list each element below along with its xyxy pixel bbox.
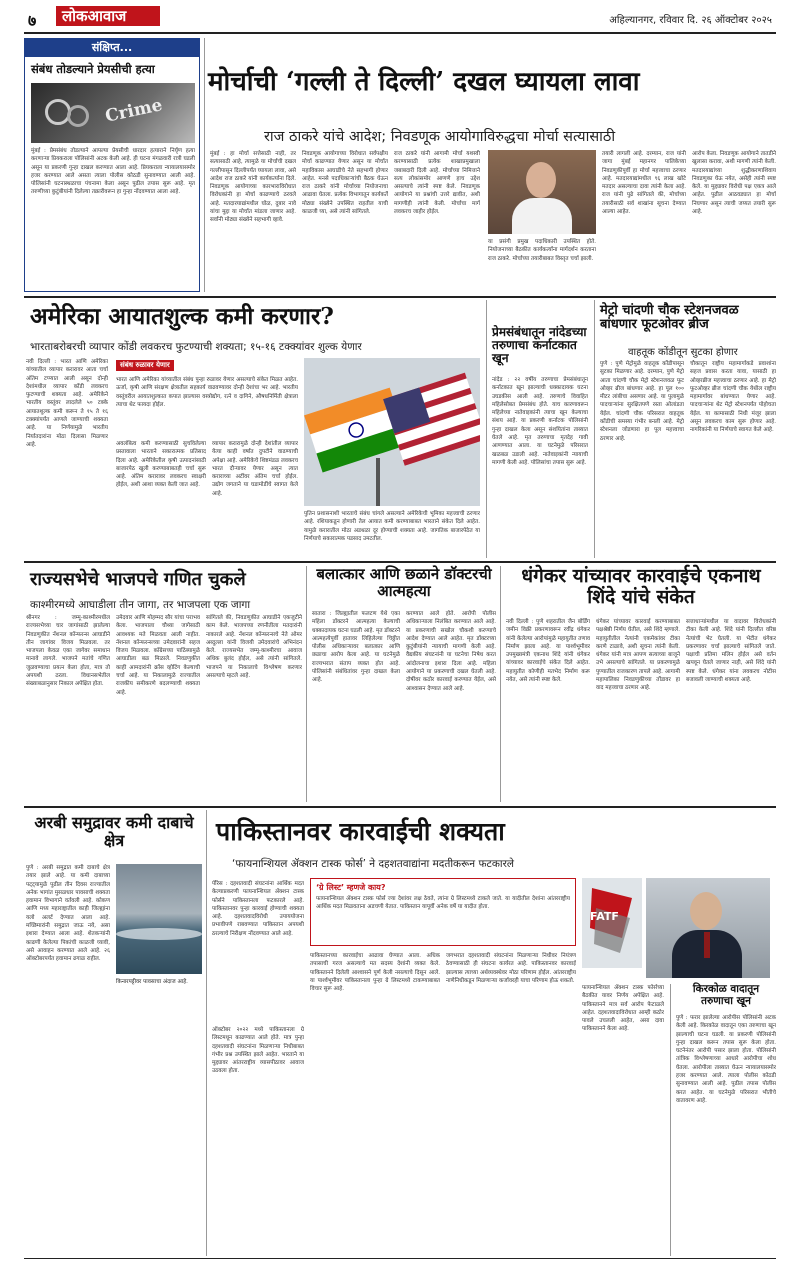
fatf-logo-icon — [582, 878, 642, 968]
grey-list-title: ‘ग्रे लिस्ट’ म्हणजे काय? — [316, 883, 386, 892]
usa-flags-photo — [304, 358, 480, 506]
section-rule-3 — [24, 806, 776, 808]
lead-caption: या प्रसंगी प्रमुख पदाधिकारी उपस्थित होते. नियोजनाच्या बैठकीत कार्यकर्त्यांना मार्गदर्शन करताना राज ठाकरे. मोर्चाच्या तयारीबाबत विस्तृत चर्चा झाली. — [488, 239, 596, 262]
usa-tag: संबंध रुळावर येणार — [116, 360, 174, 371]
pakistan-subhead: ‘फायनान्शियल ॲक्शन टास्क फोर्स’ ने दहशतवाद्यांना मदतीकरून फटकारले — [232, 858, 515, 870]
brief-crime-image — [31, 83, 195, 143]
person-head — [690, 892, 722, 930]
usa-col5: पुतिन प्रशासनाशी भारताचे संबंध चांगले असल्याने अमेरिकेची भूमिका महत्त्वाची ठरणार आहे. रशियाकडून होणारी तेल आयात कमी करण्याबाबत भारताने संकेत दिले आहेत. यामुळे करारातील मोठा अडथळा दूर होण्याची शक्यता आहे. जागतिक बाजारपेठेत या निर्णयाचे सकारात्मक पडसाद उमटतील. — [304, 511, 480, 542]
section-rule-2 — [24, 561, 776, 563]
sea-caption: किनारपट्टीवर पावसाचा अंदाज आहे. — [116, 979, 188, 985]
rajyasabha-subhead: काश्मीरमध्ये आघाडीला तीन जागा, तर भाजपला एक जागा — [30, 599, 251, 611]
dhangekar-col2: धंगेकर यांच्यावर कारवाई करण्याबाबत पक्षश्रेष्ठी निर्णय घेतील, असे शिंदे म्हणाले. महायुतीतील नेत्यांनी एकमेकांवर टीका करणे टाळावे, अशी सूचना त्यांनी केली. धंगेकर यांनी मात्र आपण सत्याच्या बाजूने उभे असल्याचे सांगितले. या प्रकरणामुळे पुण्यातील राजकारण तापले आहे. आगामी महापालिका निवडणुकीच्या तोंडावर हा वाद महत्त्वाचा ठरणार आहे. — [596, 619, 680, 692]
rajyasabha-vrule — [306, 566, 307, 802]
lead-subhead: राज ठाकरे यांचे आदेश; निवडणूक आयोगाविरुद्धचा मोर्चा सत्यासाठी — [264, 129, 616, 145]
brief-label: संक्षिप्त... — [25, 39, 199, 57]
nanded-vrule — [594, 300, 595, 558]
usa-col3: अवलंबित्व कमी करण्यासाठी सुचविलेल्या प्रस्तावाला भारताने सकारात्मक प्रतिसाद दिला आहे. अमेरिकेतील कृषी उत्पादनांसाठी बाजारपेठ खुली करण्याबाबतही चर्चा सुरू आहे. अंतिम करारावर लवकरच स्वाक्षरी होईल, अशी आशा व्यक्त केली जात आहे. — [116, 441, 206, 489]
handcuff-icon-2 — [67, 105, 89, 127]
rajyasabha-headline: राज्यसभेचे भाजपचे गणित चुकले — [30, 569, 246, 590]
nanded-body: नांदेड : २२ वर्षीय तरुणाचा प्रेमसंबंधातून कर्नाटकात खून झाल्याची धक्कादायक घटना उघडकीस आली आहे. तरुणाचे विवाहित महिलेसोबत प्रेमसंबंध होते. याच कारणावरून महिलेच्या नातेवाइकांनी त्याचा खून केल्याचा संशय आहे. या प्रकरणी कर्नाटक पोलिसांनी गुन्हा दाखल केला असून संशयितांना ताब्यात घेतले आहे. मृत तरुणाचा मृतदेह गावी आणण्यात आला. या घटनेमुळे परिसरात खळबळ उडाली आहे. नातेवाइकांनी न्यायाची मागणी केली आहे. पोलिसांचा तपास सुरू आहे. — [492, 377, 588, 466]
kirkol-headline: किरकोळ वादातून तरुणाचा खून — [692, 983, 760, 1007]
person-head — [526, 162, 556, 198]
pakistan-col5: फायनान्शियल ॲक्शन टास्क फोर्सच्या बैठकीत यावर निर्णय अपेक्षित आहे. पाकिस्तानने मात्र सर्व आरोप फेटाळले आहेत. दहशतवादाविरोधात आम्ही कठोर पावले उचलली आहेत, असा दावा पाकिस्तानने केला आहे. — [582, 985, 664, 1033]
section-rule-1 — [24, 296, 776, 298]
usa-col1: नवी दिल्ली : भारत आणि अमेरिका यांच्यातील व्यापार करारावर आता चर्चा अंतिम टप्प्यात आली असून दोन्ही देशांमधील व्यापार कोंडी लवकरच फुटण्याची शक्यता आहे. अमेरिकेने भारतीय वस्तूंवर लादलेले ५० टक्के आयातशुल्क कमी करून ते १५ ते १६ टक्क्यांपर्यंत आणले जाण्याची शक्यता आहे. या निर्णयामुळे भारतीय निर्यातदारांना मोठा दिलासा मिळणार आहे. — [26, 359, 108, 448]
fatf-photo — [582, 878, 642, 968]
pakistan-headline: पाकिस्तानवर कारवाईची शक्यता — [216, 817, 505, 846]
flags-illustration — [304, 358, 480, 506]
metro-col1: पुणे : पुणे मेट्रोमुळे वाहतूक कोंडीपासून सुटका मिळणार आहे. दरम्यान, पुणे मेट्रो आता चांदणी चौक मेट्रो स्टेशनजवळ फूट ओव्हर ब्रीज बांधणार आहे. हा पूल १०० मीटर लांबीचा असणार आहे. या पुलामुळे पादचाऱ्यांना सुरक्षितपणे रस्ता ओलांडता येईल. चांदणी चौक परिसरात वाहतूक कोंडीची समस्या गंभीर बनली आहे. मेट्रो स्टेशनला जोडणारा हा पूल महत्त्वाचा ठरणार आहे. — [600, 361, 684, 442]
lead-col1: मुंबई : हा मोर्चा सत्तेसाठी नाही, तर सत्यासाठी आहे, त्यामुळे या मोर्चाची दखल गल्लीपासून दिल्लीपर्यंत घ्यायला लावा, असे आदेश राज ठाकरे यांनी कार्यकर्त्यांना दिले. निवडणूक आयोगाच्या कारभाराविरोधात विरोधकांनी हा मोर्चा काढण्याचे ठरवले आहे. मतदारयाद्यांमधील घोळ, दुबार नावे यांचा मुद्दा या मोर्चात मांडला जाणार आहे. सर्वांनी मोठ्या संख्येने सहभागी व्हावे. — [210, 151, 296, 224]
lead-col5: तयारी लागली आहे. दरम्यान, राज यांनी जागा मुंबई महानगर पालिकेच्या निवडणुकीपूर्वी हा मोर्चा महत्त्वाचा ठरणार आहे. मतदारयाद्यांमधील ९६ लाख खोटे मतदार असल्याचा दावा त्यांनी केला आहे. राज यांनी पुढे सांगितले की, मोर्चाच्या तयारीसाठी सर्व शाखांना सूचना देण्यात आल्या आहेत. — [602, 151, 686, 216]
page-number: ७ — [28, 11, 37, 30]
dhangekar-col3: सत्ताधाऱ्यांमधील या वादावर विरोधकांनी टीका केली आहे. शिंदे यांनी दिल्लीत वरिष्ठ नेत्यांची भेट घेतली. या भेटीत धंगेकर प्रकरणावर चर्चा झाल्याचे सांगितले जाते. पक्षाची प्रतिमा मलिन होईल असे वर्तन खपवून घेतले जाणार नाही, असे शिंदे यांनी स्पष्ट केले. धंगेकर यांना लवकरच नोटीस बजावली जाण्याची शक्यता आहे. — [686, 619, 776, 684]
doctor-headline: बलात्कार आणि छळाने डॉक्टरची आत्महत्या — [316, 565, 492, 600]
masthead — [0, 0, 800, 34]
sharif-photo — [646, 878, 770, 978]
doctor-vrule — [500, 566, 501, 802]
pakistan-col1: पॅरिस : दहशतवादी संघटनांना आर्थिक मदत केल्याप्रकरणी फायनान्शियल ॲक्शन टास्क फोर्सने पाकिस्तानला फटकारले आहे. पाकिस्तानवर पुन्हा कारवाई होण्याची शक्यता आहे. दहशतवादविरोधी उपाययोजना प्रभावीपणे राबवण्यात पाकिस्तान अपयशी ठरल्याचे निरीक्षण नोंदवण्यात आले आहे. — [212, 881, 304, 937]
wave-shape — [116, 928, 202, 940]
rajyasabha-col3: सांगितले की, निवडणुकीत आघाडीने एकजुटीने काम केले. भाजपच्या रणनीतीला मतदारांनी नाकारले आहे. नॅशनल कॉन्फरन्सचे नेते ओमर अब्दुल्ला यांनी विजयी उमेदवारांचे अभिनंदन केले. राज्यसभेत जम्मू-काश्मीरचा आवाज अधिक बुलंद होईल, असे त्यांनी सांगितले. भाजपने या निकालाचे विश्लेषण करणार असल्याचे म्हटले आहे. — [206, 615, 302, 680]
fatf-logo-text: FATF — [590, 910, 619, 923]
lead-col3: राज ठाकरे यांनी आगामी मोर्चा यशस्वी करण्यासाठी प्रत्येक शाखाप्रमुखाला जबाबदारी दिली आहे. मोर्चाच्या निमित्ताने सत्य लोकांसमोर आणणे हाच उद्देश असल्याचे त्यांनी स्पष्ट केले. निवडणूक आयोगाने या प्रश्नांची उत्तरे द्यावीत, अशी मागणीही त्यांनी केली. मोर्चाचा मार्ग लवकरच जाहीर होईल. — [394, 151, 480, 216]
metro-subhead: वाहतूक कोंडीतून सुटका होणार — [628, 347, 738, 358]
metro-col2: चौकातून राष्ट्रीय महामार्गाकडे प्रवाशांना सहज प्रवास करता यावा, यासाठी हा ओव्हरब्रीज महत्त्वाचा ठरणार आहे. हा मेट्रो फूटओव्हर ब्रीज चांदणी चौक येथील राष्ट्रीय महामार्गावर बांधण्यात येणार आहे. पादचाऱ्यांना थेट मेट्रो स्टेशनपर्यंत पोहोचता येईल. या कामासाठी निधी मंजूर झाला असून लवकरच काम सुरू होणार आहे. नागरिकांनी या निर्णयाचे स्वागत केले आहे. — [690, 361, 776, 434]
dateline: अहिल्यानगर, रविवार दि. २६ ऑक्टोबर २०२५ — [609, 15, 772, 26]
pakistan-col2: ऑक्टोबर २०२२ मध्ये पाकिस्तानला ग्रे लिस्टमधून काढण्यात आले होते. मात्र पुन्हा दहशतवादी संघटनांना मिळणाऱ्या निधीबाबत गंभीर प्रश्न उपस्थित झाले आहेत. भारताने या मुद्द्यावर आंतरराष्ट्रीय व्यासपीठावर आवाज उठवला होता. — [212, 1027, 304, 1075]
person-body — [512, 198, 572, 234]
kirkol-vrule — [670, 984, 671, 1256]
usa-vrule — [486, 300, 487, 558]
tie — [704, 932, 710, 958]
nanded-headline: प्रेमसंबंधातून नांदेडच्या तरुणाचा कर्नाटकात खून — [492, 325, 587, 366]
bottom-rule — [24, 1258, 776, 1259]
brief-headline: संबंध तोडल्याने प्रेयसीची हत्या — [31, 62, 155, 76]
lead-vrule — [204, 38, 205, 292]
sea-photo — [116, 864, 202, 974]
pakistan-col4: जगभरात दहशतवादी संघटनांना मिळणाऱ्या निधीवर नियंत्रण ठेवण्यासाठी ही संघटना कार्यरत आहे. पाकिस्तानवर कारवाई झाल्यास त्याच्या अर्थव्यवस्थेवर मोठा परिणाम होईल. आंतरराष्ट्रीय नाणेनिधीकडून मिळणाऱ्या कर्जावरही याचा परिणाम होऊ शकतो. — [446, 953, 576, 984]
sea-vrule — [206, 810, 207, 1256]
grey-list-body: फायनान्शियल ॲक्शन टास्क फोर्स ज्या देशांवर लक्ष ठेवते, त्यांना ग्रे लिस्टमध्ये टाकले जाते. या यादीतील देशांना आंतरराष्ट्रीय आर्थिक मदत मिळवताना अडचणी येतात. पाकिस्तान यापूर्वी अनेक वर्षे या यादीत होता. — [316, 896, 570, 911]
doctor-col1: सातारा : जिल्ह्यातील फलटण येथे एका महिला डॉक्टरने आत्महत्या केल्याची धक्कादायक घटना घडली आहे. मृत डॉक्टरने आत्महत्येपूर्वी हातावर लिहिलेल्या चिठ्ठीत पोलीस अधिकाऱ्यावर बलात्कार आणि छळाचा आरोप केला आहे. या घटनेमुळे राज्यभरात संताप व्यक्त होत आहे. पोलिसांनी संबंधितांवर गुन्हा दाखल केला आहे. — [312, 611, 400, 684]
crime-text: Crime — [103, 95, 165, 127]
kirkol-body: पुणे : फरार झालेल्या आरोपीस पोलिसांनी अटक केली आहे. किरकोळ वादातून एका तरुणाचा खून झाल्याची घटना घडली. या प्रकरणी पोलिसांनी गुन्हा दाखल करून तपास सुरू केला होता. घटनेनंतर आरोपी पसार झाला होता. पोलिसांनी तांत्रिक विश्लेषणाच्या आधारे आरोपीचा शोध घेतला. आरोपीला ताब्यात घेऊन न्यायालयासमोर हजर करण्यात आले. त्याला पोलीस कोठडी सुनावण्यात आली आहे. पुढील तपास पोलीस करत आहेत. या घटनेमुळे परिसरात भीतीचे वातावरण आहे. — [676, 1015, 776, 1104]
dhangekar-col1: नवी दिल्ली : पुणे शहरातील जैन बोर्डिंग जमीन विक्री प्रकरणावरून रवींद्र धंगेकर यांनी केलेल्या आरोपांमुळे महायुतीत तणाव निर्माण झाला आहे. या पार्श्वभूमीवर उपमुख्यमंत्री एकनाथ शिंदे यांनी धंगेकर यांच्यावर कारवाईचे संकेत दिले आहेत. महायुतीत कोणीही मतभेद निर्माण करू नयेत, असे त्यांनी स्पष्ट केले. — [506, 619, 590, 684]
brief-box — [24, 38, 200, 292]
metro-headline: मेट्रो चांदणी चौक स्टेशनजवळ बांधणार फूटओवर ब्रीज — [600, 303, 739, 333]
doctor-col2: करण्यात आले होते. आरोपी पोलीस अधिकाऱ्याला निलंबित करण्यात आले आहे. या प्रकरणाची सखोल चौकशी करण्याचे आदेश देण्यात आले आहेत. मृत डॉक्टरच्या कुटुंबीयांनी न्यायाची मागणी केली आहे. वैद्यकीय संघटनांनी या घटनेचा निषेध करत आंदोलनाचा इशारा दिला आहे. महिला आयोगाने या प्रकरणाची दखल घेतली आहे. दोषींवर कठोर कारवाई करण्यात येईल, असे आश्वासन देण्यात आले आहे. — [406, 611, 496, 692]
sea-body-left: पुणे : अरबी समुद्रात कमी दाबाचे क्षेत्र तयार झाले आहे. या कमी दाबाच्या पट्ट्यामुळे पुढील तीन दिवस राज्यातील अनेक भागांत मुसळधार पावसाची शक्यता हवामान विभागाने वर्तवली आहे. कोकण आणि मध्य महाराष्ट्रातील काही जिल्ह्यांना यलो अलर्ट देण्यात आला आहे. मच्छिमारांनी समुद्रात जाऊ नये, असा इशारा देण्यात आला आहे. शेतकऱ्यांनी काढणी केलेल्या पिकांची काळजी घ्यावी, असे आवाहन करण्यात आले आहे. २६ ऑक्टोबरपर्यंत हवामान ढगाळ राहील. — [26, 865, 110, 963]
usa-headline: अमेरिका आयातशुल्क कमी करणार? — [30, 303, 334, 330]
grey-list-box — [310, 878, 576, 946]
sea-headline: अरबी समुद्रावर कमी दाबाचे क्षेत्र — [34, 813, 194, 850]
usa-col4: व्यापार करारामुळे दोन्ही देशांतील व्यापार येत्या काही वर्षांत दुपटीने वाढण्याची अपेक्षा आहे. अमेरिकेचे शिष्टमंडळ लवकरच भारत दौऱ्यावर येणार असून त्यात कराराच्या अटींवर अंतिम चर्चा होईल. उद्योग जगताने या घडामोडींचे स्वागत केले आहे. — [212, 441, 298, 497]
masthead-rule — [24, 32, 776, 34]
lead-col6: आरोप केला. निवडणूक आयोगाने तातडीने खुलासा करावा, अशी मागणी त्यांनी केली. मतदारयाद्यांच्या शुद्धीकरणाशिवाय निवडणुका घेऊ नयेत, असेही त्यांनी स्पष्ट केले. या मुद्द्यावर विरोधी पक्ष एकत्र आले आहेत. पुढील आठवड्यात हा मोर्चा निघणार असून त्याची जय्यत तयारी सुरू आहे. — [692, 151, 776, 216]
pakistan-col3: पाकिस्तानच्या कारवाईचा आढावा घेण्यात आला. अधिक तपासाची गरज असल्याचे मत सदस्य देशांनी व्यक्त केले. पाकिस्तानने दिलेली आश्वासने पूर्ण केली नसल्याचे दिसून आले. या पार्श्वभूमीवर पाकिस्तानला पुन्हा ग्रे लिस्टमध्ये टाकण्याबाबत विचार सुरू आहे. — [310, 953, 440, 993]
rajyasabha-col2: उमेदवार आणि मोहम्मद सौर यांचा पराभव केला. भाजपाला चौथ्या जागेसाठी आवश्यक मते मिळवता आली नाहीत. नॅशनल कॉन्फरन्सच्या उमेदवारांनी सहज विजय मिळवला. काँग्रेसच्या पाठिंब्यामुळे आघाडीला बळ मिळाले. निवडणुकीत काही आमदारांनी क्रॉस व्होटिंग केल्याची चर्चा आहे. या निकालामुळे राज्यातील राजकीय समीकरणे बदलण्याची शक्यता आहे. — [116, 615, 200, 696]
dhangekar-headline: धंगेकर यांच्यावर कारवाईचे एकनाथ शिंदे यांचे संकेत — [521, 565, 761, 608]
lead-col2: निवडणूक आयोगाच्या विरोधात सर्वपक्षीय मोर्चा काढण्यात येणार असून या मोर्चात महाविकास आघाडीचे नेते सहभागी होणार आहेत. मनसे पदाधिकाऱ्यांची बैठक घेऊन राज ठाकरे यांनी मोर्चाच्या नियोजनाचा आढावा घेतला. प्रत्येक विभागातून कार्यकर्ते मोठ्या संख्येने उपस्थित राहतील याची काळजी घ्या, असे त्यांनी सांगितले. — [302, 151, 388, 216]
lead-photo — [488, 150, 596, 234]
brief-body: मुंबई : प्रेमसंबंध तोडल्याने आपल्या प्रेयसीची धारदार हत्याराने निर्घृण हत्या करणाऱ्या प्रियकराला पोलिसांनी अटक केली आहे. ही घटना मंगळवारी रात्री घडली असून या प्रकरणी गुन्हा दाखल करण्यात आला आहे. प्रियकराला न्यायालयासमोर हजर करण्यात आले असता त्याला पोलीस कोठडी सुनावण्यात आली आहे. पोलिसांनी घटनास्थळाचा पंचनामा केला असून पुढील तपास सुरू आहे. मृत तरुणीच्या कुटुंबीयांनी दिलेल्या तक्रारीवरून हा गुन्हा नोंदवण्यात आला आहे. — [31, 148, 195, 196]
usa-col2: भारत आणि अमेरिका यांच्यातील संबंध पुन्हा रुळावर येणार असल्याचे संकेत मिळत आहेत. ऊर्जा, कृषी आणि संरक्षण क्षेत्रातील सहकार्य वाढवण्यावर दोन्ही देशांचा भर आहे. भारतीय वस्तूंवरील आयातशुल्कात कपात झाल्यास वस्त्रोद्योग, रत्ने व दागिने, औषधनिर्मिती क्षेत्राला त्याचा थेट फायदा होईल. — [116, 377, 298, 408]
rajyasabha-col1: श्रीनगर : जम्मू-काश्मीरमधील राज्यसभेच्या चार जागांसाठी झालेल्या निवडणुकीत नॅशनल कॉन्फरन्स आघाडीने तीन जागांवर विजय मिळवला. तर भाजपला केवळ एका जागेवर समाधान मानावे लागले. भाजपने मतांचे गणित जुळवण्याचा प्रयत्न केला होता, मात्र तो अपयशी ठरला. विधानसभेतील संख्याबळानुसार निकाल अपेक्षित होता. — [26, 615, 110, 688]
lead-headline: मोर्चाची ‘गल्ली ते दिल्ली’ दखल घ्यायला लावा — [208, 67, 640, 97]
logo: लोकआवाज — [56, 6, 160, 26]
usa-subhead: भारताबरोबरची व्यापार कोंडी लवकरच फुटण्याची शक्यता; १५-१६ टक्क्यांवर शुल्क येणार — [30, 341, 362, 353]
